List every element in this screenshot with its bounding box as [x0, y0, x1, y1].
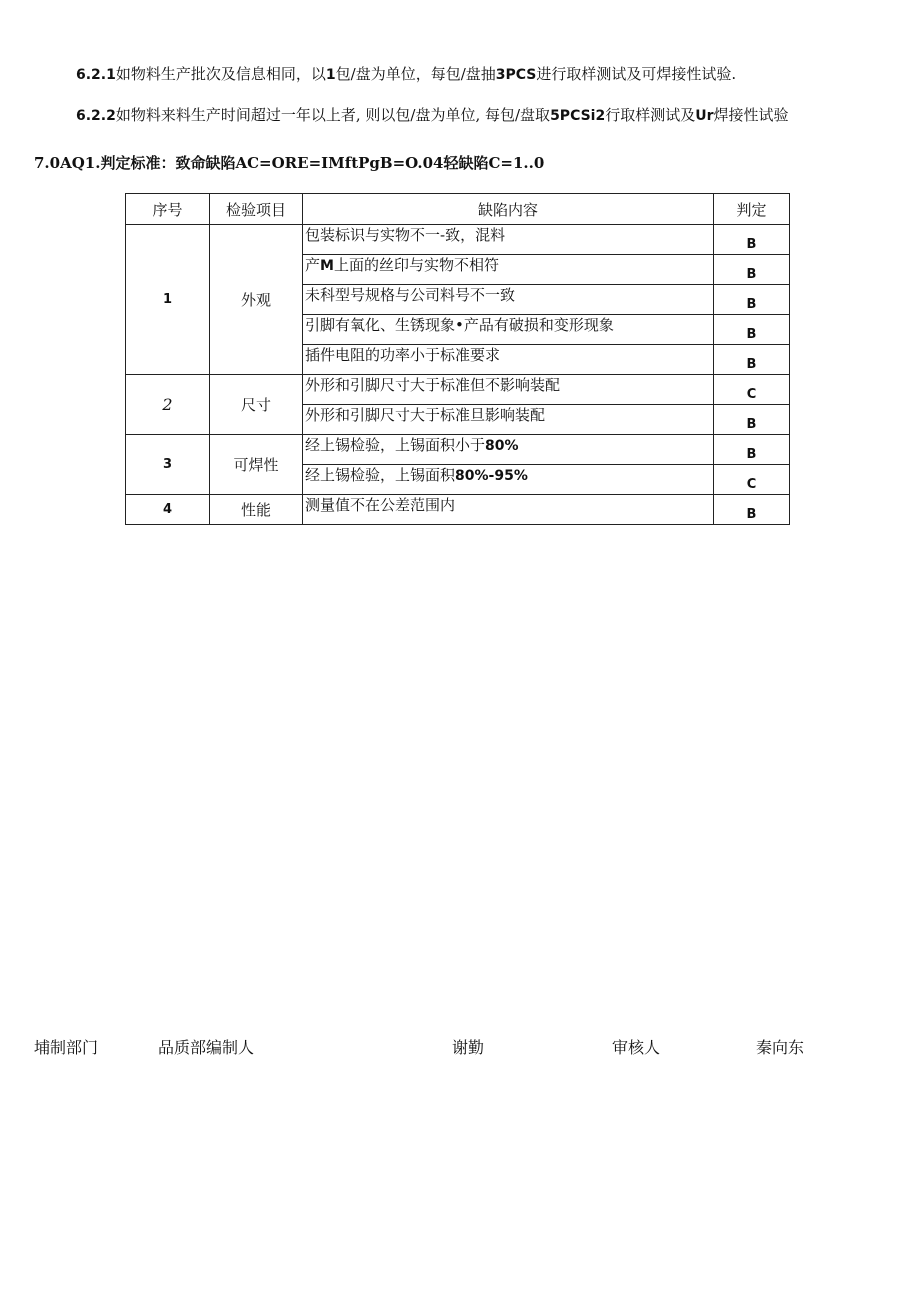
- group-item: 尺寸: [210, 375, 303, 435]
- section-7-0-criteria: 7.0AQ1.判定标准：致命缺陷AC=ORE=IMftPgB=O.04轻缺陷C=1..0: [34, 154, 545, 172]
- footer-editor: 谢勤: [452, 1038, 485, 1057]
- grade-cell: C: [714, 375, 790, 405]
- group-item: 性能: [210, 495, 303, 525]
- grade-cell: B: [714, 435, 790, 465]
- defect-cell: [303, 435, 714, 465]
- footer-reviewer: 秦向东: [756, 1038, 805, 1057]
- defect-cell: 外形和引脚尺寸大于标准但不影响装配: [303, 375, 714, 405]
- grade-cell: B: [714, 495, 790, 525]
- header-grade: 判定: [714, 194, 790, 225]
- grade-cell: B: [714, 255, 790, 285]
- group-no: 2: [126, 375, 210, 435]
- defect-cell: 包装标识与实物不一-致，混料: [303, 225, 714, 255]
- grade-cell: B: [714, 405, 790, 435]
- header-defect: 缺陷内容: [303, 194, 714, 225]
- defect-bold: M: [320, 258, 334, 274]
- clause-bold: Ur: [695, 108, 714, 124]
- defect-bold: 80%: [485, 438, 519, 454]
- defect-cell: [303, 465, 714, 495]
- group-item: 可焊性: [210, 435, 303, 495]
- table-row: [126, 375, 790, 405]
- group-no: 3: [126, 435, 210, 495]
- paragraph-6-2-1: [76, 64, 736, 85]
- defect-text: 经上锡检验，上锡面积: [305, 466, 456, 484]
- footer-dept-label: 埔制部门: [34, 1038, 99, 1057]
- group-no: 1: [126, 225, 210, 375]
- group-item: 外观: [210, 225, 303, 375]
- clause-number: 6.2.2: [76, 108, 116, 124]
- defect-cell: [303, 255, 714, 285]
- table-row: [126, 225, 790, 255]
- defect-cell: 引脚有氧化、生锈现象•产品有破损和变形现象: [303, 315, 714, 345]
- defect-bold: 80%-95%: [455, 468, 528, 484]
- clause-text: 焊接性试验: [713, 106, 789, 124]
- table-row: [126, 435, 790, 465]
- table-header-row: [126, 194, 790, 225]
- table-row: [126, 495, 790, 525]
- defect-text: 产: [305, 256, 321, 274]
- header-no: 序号: [126, 194, 210, 225]
- defect-cell: 插件电阻的功率小于标准要求: [303, 345, 714, 375]
- defect-text: 经上锡检验，上锡面积小于: [305, 436, 486, 454]
- grade-cell: C: [714, 465, 790, 495]
- defect-text: 上面的丝印与实物不相符: [333, 256, 499, 274]
- header-item: 检验项目: [210, 194, 303, 225]
- clause-text: 如物料来料生产时间超过一年以上者, 则以包/盘为单位, 每包/盘取: [115, 106, 551, 124]
- grade-cell: B: [714, 345, 790, 375]
- clause-text: 包/盘为单位，每包/盘抽: [335, 65, 496, 83]
- defect-cell: 外形和引脚尺寸大于标准旦影响装配: [303, 405, 714, 435]
- footer-dept-editor-label: 品质部编制人: [158, 1038, 255, 1057]
- footer-reviewer-label: 审核人: [612, 1038, 661, 1057]
- clause-number: 6.2.1: [76, 67, 116, 83]
- clause-bold: 1: [325, 67, 336, 83]
- clause-bold: 5PCSi2: [550, 108, 606, 124]
- defect-cell: 测量值不在公差范围内: [303, 495, 714, 525]
- clause-bold: 3PCS: [495, 67, 537, 83]
- grade-cell: B: [714, 225, 790, 255]
- clause-text: 如物料生产批次及信息相同，以: [115, 65, 326, 83]
- defect-criteria-table: [125, 193, 790, 525]
- paragraph-6-2-2: [76, 105, 789, 126]
- clause-text: 进行取样测试及可焊接性试验.: [536, 65, 737, 83]
- clause-text: 行取样测试及: [605, 106, 696, 124]
- grade-cell: B: [714, 285, 790, 315]
- grade-cell: B: [714, 315, 790, 345]
- defect-cell: 未科型号规格与公司料号不一致: [303, 285, 714, 315]
- group-no: 4: [126, 495, 210, 525]
